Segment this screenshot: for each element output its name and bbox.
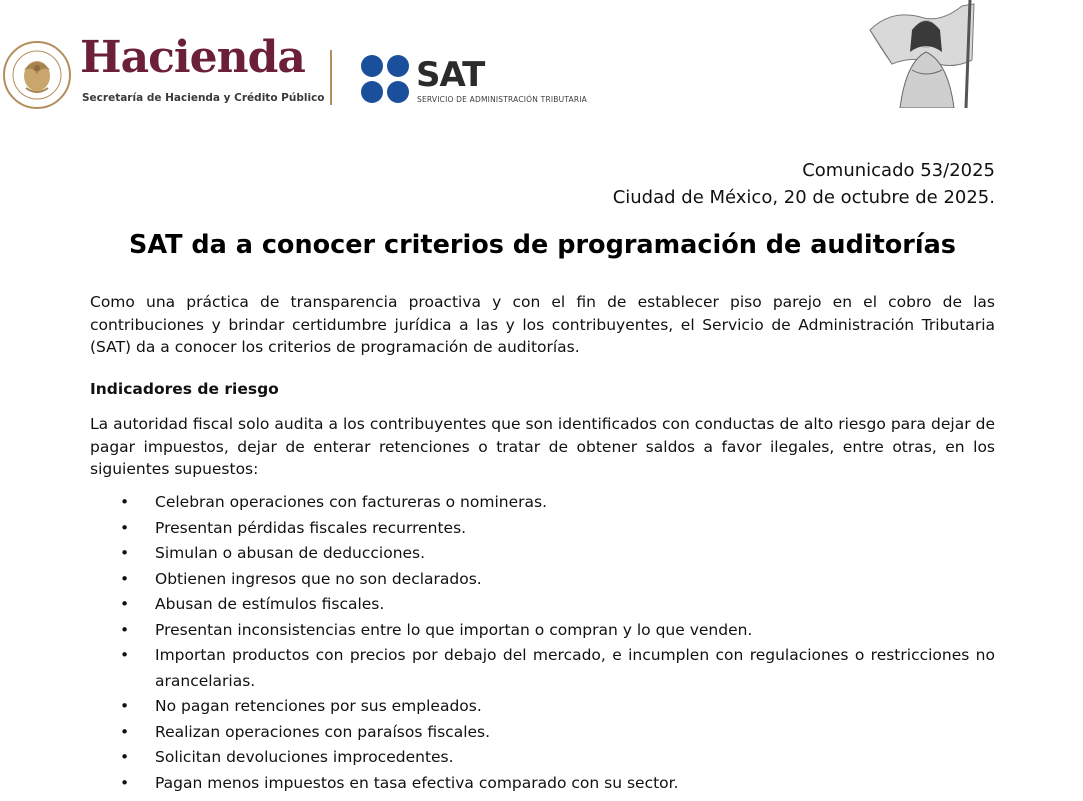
list-item-text: Pagan menos impuestos en tasa efectiva comparado con su sector.: [155, 773, 679, 792]
list-item-text: Solicitan devoluciones improcedentes.: [155, 748, 454, 766]
bullet-icon: •: [120, 646, 130, 664]
bullet-icon: •: [120, 544, 130, 562]
list-item: [90, 720, 995, 746]
bullet-icon: •: [120, 773, 130, 792]
list-item-text: No pagan retenciones por sus empleados.: [155, 697, 482, 715]
list-item: [90, 592, 995, 618]
document-meta: [613, 157, 995, 211]
document-header: [0, 0, 1083, 125]
bullet-icon: •: [120, 493, 130, 511]
heroine-illustration-icon: [862, 0, 980, 108]
list-item-text: Celebran operaciones con factureras o nomineras.: [155, 493, 547, 511]
list-item-text: Simulan o abusan de deducciones.: [155, 544, 426, 562]
document-title: SAT da a conocer criterios de programación de auditorías: [129, 230, 956, 260]
list-item: [90, 541, 995, 567]
place-date: Ciudad de México, 20 de octubre de 2025.: [612, 187, 995, 208]
list-item-text: Abusan de estímulos fiscales.: [155, 595, 385, 613]
bullet-icon: •: [120, 595, 130, 613]
sat-logo-subtitle: SERVICIO DE ADMINISTRACIÓN TRIBUTARIA: [417, 95, 588, 104]
risk-indicators-list: [90, 490, 995, 796]
hacienda-logo-subtitle: Secretaría de Hacienda y Crédito Público: [82, 92, 325, 104]
bullet-icon: •: [120, 569, 130, 588]
section-paragraph: La autoridad fiscal solo audita a los contribuyentes que son identificados con conductas de alto riesgo para dejar de pagar impuestos, dejar de enterar retenciones o tratar de obtener saldos a favor ilegales, entre otras, en los siguientes supuestos:: [90, 415, 995, 478]
sat-logo-icon: [360, 54, 410, 104]
list-item-text: Realizan operaciones con paraísos fiscales.: [155, 722, 491, 741]
list-item-text: Obtienen ingresos que no son declarados.: [155, 569, 482, 588]
list-item-text: Presentan pérdidas fiscales recurrentes.: [155, 518, 467, 537]
list-item: [90, 745, 995, 771]
list-item-text: Importan productos con precios por debajo del mercado, e incumplen con regulaciones o restricciones no arancelarias.: [155, 646, 995, 690]
list-item: [90, 771, 995, 797]
section-heading: Indicadores de riesgo: [90, 380, 279, 398]
bullet-icon: •: [120, 748, 130, 766]
sat-logo-title: SAT: [416, 55, 485, 95]
comunicado-number: Comunicado 53/2025: [802, 160, 995, 181]
list-item: [90, 694, 995, 720]
list-item: [90, 516, 995, 542]
list-item: [90, 618, 995, 644]
list-item: [90, 643, 995, 694]
mexican-seal-icon: [2, 40, 72, 110]
hacienda-logo-title: Hacienda: [80, 32, 305, 83]
bullet-icon: •: [120, 620, 130, 639]
bullet-icon: •: [120, 518, 130, 537]
bullet-icon: •: [120, 722, 130, 741]
list-item: [90, 567, 995, 593]
intro-paragraph: Como una práctica de transparencia proactiva y con el fin de establecer piso parejo en el cobro de las contribuciones y brindar certidumbre jurídica a las y los contribuyentes, el Servicio de Administración Tributaria (SAT) da a conocer los criterios de programación de auditorías.: [90, 293, 995, 356]
bullet-icon: •: [120, 697, 130, 715]
list-item-text: Presentan inconsistencias entre lo que importan o compran y lo que venden.: [155, 620, 753, 639]
logo-divider: [330, 50, 332, 105]
list-item: [90, 490, 995, 516]
